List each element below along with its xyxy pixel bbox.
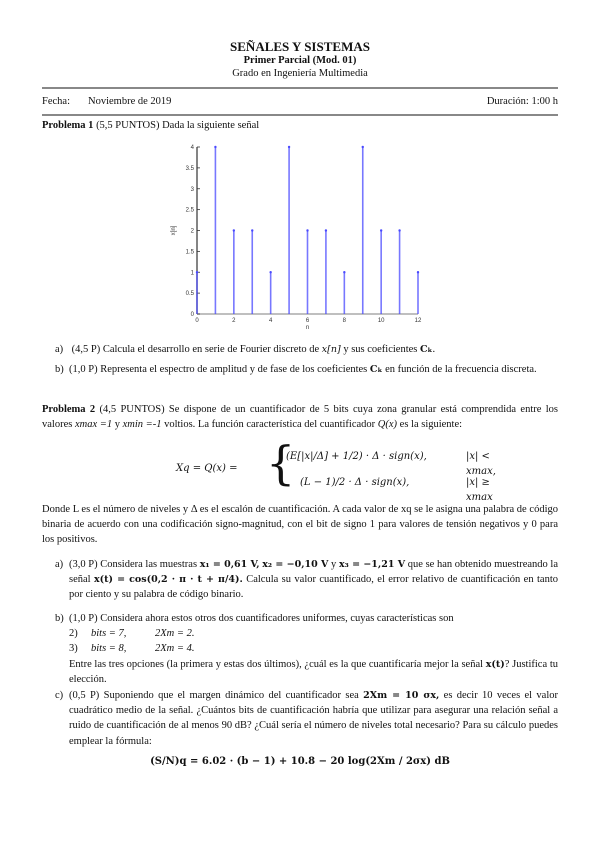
exam-title: SEÑALES Y SISTEMAS [230, 39, 370, 54]
stem-marker [214, 146, 216, 148]
problem1-part-a: a) (4,5 P) Calcula el desarrollo en serie de Fourier discreto de x[n] y sus coeficientes Cₖ. [55, 344, 436, 355]
stem-marker [251, 229, 253, 231]
x-tick-label: 8 [342, 318, 347, 324]
x-tick-label: 4 [268, 318, 273, 324]
problem2-part-a: a) (3,0 P) Considera las muestras x₁ = 0,61 V, x₂ = −0,10 V y x₃ = −1,21 V que se han obtenido muestreando la señal x(t) = cos(0,2 · π · t + π/4). Calcula su valor cuantificado, el error relativo de cuantificación en tanto por ciento y su palabra de código binario. [55, 559, 558, 601]
x-axis-label: n [305, 325, 310, 331]
problem2-part-c: c) (0,5 P) Suponiendo que el margen dinámico del cuantificador sea 2Xm = 10 σx, es decir 10 veces el valor cuadrático medio de la señal. ¿Cuántos bits de cuantificación habría que utilizar para asegurar una relación señal a ruido de cuantificación de al menos 90 dB? ¿Cuál sería el número de niveles total necesario? Para su cálculo puedes emplear la fórmula: [55, 690, 558, 747]
stem-marker [269, 271, 271, 273]
y-tick-label: 2.5 [185, 207, 194, 214]
y-tick-label: 4 [190, 145, 194, 151]
stem-marker [362, 146, 364, 148]
y-axis-label: x[n] [171, 225, 177, 236]
problem2-description: Donde L es el número de niveles y Δ es el escalón de cuantificación. A cada valor de xq se le asigna una palabra de código binaria de acuerdo con una codificación signo-magnitud, con el bit de signo 1 para valores de tensión negativos y 0 para los positivos. [42, 504, 558, 546]
problem2-part-b: b) (1,0 P) Considera ahora estos otros dos cuantificadores uniformes, cuyas características son 2) bits = 7, 2Xm = 2. 3) bits = 8, 2Xm = 4. Entre las tres opciones (la primera y estas dos últimos), ¿cuál es la que cuantificaría mejor la señal x(t)? Justifica tu elección. [55, 611, 558, 687]
stem-marker [306, 229, 308, 231]
snr-formula: (S/N)q = 6.02 · (b − 1) + 10.8 − 20 log(2Xm / 2σx) dB [150, 756, 450, 767]
stem-marker [398, 229, 400, 231]
y-tick-label: 3.5 [185, 165, 194, 172]
option-question: Entre las tres opciones (la primera y estas dos últimos), ¿cuál es la que cuantificaría mejor la señal x(t)? Justifica tu elección. [69, 658, 558, 685]
stem-marker [417, 271, 419, 273]
date-label: Fecha: [42, 96, 70, 107]
problem1-heading-line [42, 118, 558, 133]
stem-marker [380, 229, 382, 231]
problem1-heading: Problema 1 [42, 120, 94, 131]
y-tick-label: 1.5 [185, 249, 194, 256]
date-value: Noviembre de 2019 [88, 96, 172, 107]
y-tick-label: 0.5 [185, 291, 194, 298]
signal-stem-chart [165, 138, 435, 338]
stem-marker [288, 146, 290, 148]
degree-name: Grado en Ingeniería Multimedia [232, 68, 368, 79]
problem2-heading: Problema 2 [42, 404, 96, 415]
x-tick-label: 12 [414, 318, 422, 324]
option-2: 2) bits = 7, 2Xm = 2. [69, 628, 195, 640]
stem-marker [325, 229, 327, 231]
header-rule-bottom [42, 114, 558, 116]
x-tick-label: 10 [377, 318, 385, 324]
y-tick-label: 2 [190, 228, 194, 235]
chart-canvas [165, 138, 435, 338]
brace: { [266, 436, 296, 490]
y-tick-label: 1 [190, 270, 194, 277]
option-3: 3) bits = 8, 2Xm = 4. [69, 643, 195, 655]
x-tick-label: 0 [195, 318, 199, 324]
header-rule-top [42, 87, 558, 89]
stem-marker [196, 271, 198, 273]
duration: Duración: 1:00 h [486, 96, 558, 107]
y-tick-label: 3 [190, 186, 194, 193]
problem2-intro: Problema 2 (4,5 PUNTOS) Se dispone de un cuantificador de 5 bits cuya zona granular está comprendida entre los valores xmax =1 y xmin =-1 voltios. La función característica del cuantificador Q(x) es la siguiente: [42, 404, 558, 431]
stem-marker [343, 271, 345, 273]
problem1-points: (5,5 PUNTOS) Dada la siguiente señal [96, 120, 260, 131]
problem1-part-b: b) (1,0 P) Representa el espectro de amplitud y de fase de los coeficientes Cₖ en función de la frecuencia discreta. [55, 364, 537, 375]
x-tick-label: 2 [232, 318, 236, 324]
exam-subtitle: Primer Parcial (Mod. 01) [243, 55, 357, 66]
quantizer-formula: Xq = Q(x) = { (E[|x|/Δ] + 1/2) · Δ · sign(x), |x| < xmax, (L − 1)/2 · Δ · sign(x), |x| ≥ xmax [176, 436, 496, 503]
stem-marker [233, 229, 235, 231]
y-tick-label: 0 [190, 312, 194, 318]
x-tick-label: 6 [305, 318, 310, 324]
